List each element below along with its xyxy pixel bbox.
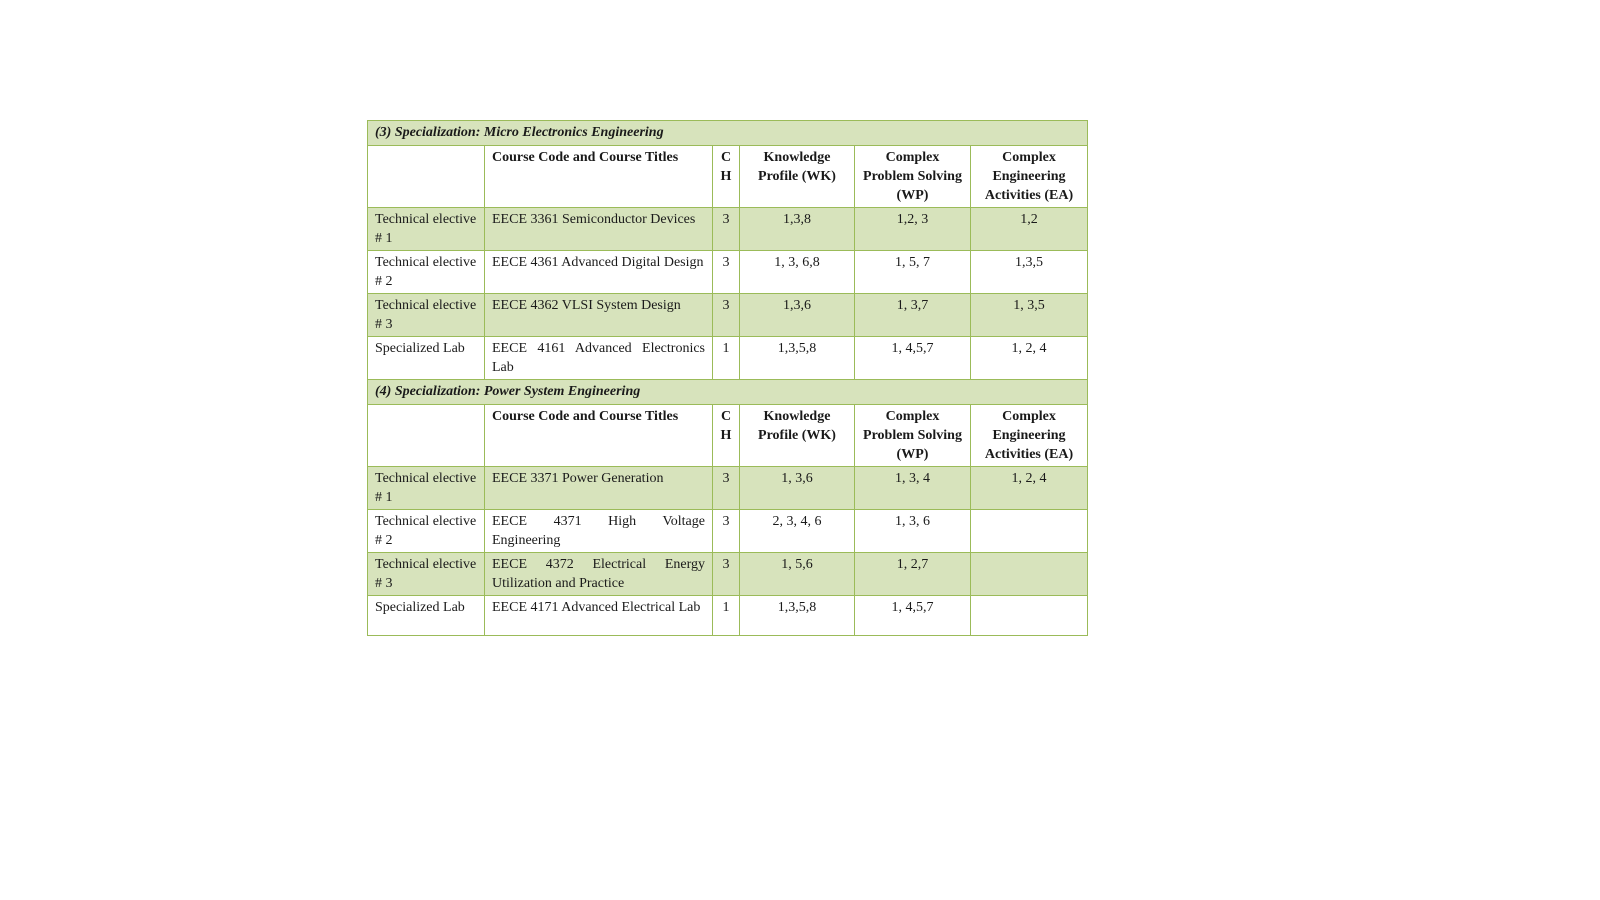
row-ch: 3 [713, 553, 740, 596]
header-wk: Knowledge Profile (WK) [740, 146, 855, 208]
header-blank [368, 146, 485, 208]
table-row [368, 510, 1088, 553]
specialization-table [367, 120, 1088, 636]
row-ch: 3 [713, 208, 740, 251]
section-title-row [368, 380, 1088, 405]
row-ea [971, 553, 1088, 596]
row-wk: 1,3,5,8 [740, 337, 855, 380]
row-ea: 1, 2, 4 [971, 467, 1088, 510]
row-wp: 1, 3, 4 [855, 467, 971, 510]
row-course: EECE 4362 VLSI System Design [485, 294, 713, 337]
table-row [368, 337, 1088, 380]
row-course: EECE 4371 High Voltage Engineering [485, 510, 713, 553]
row-ea [971, 510, 1088, 553]
header-course: Course Code and Course Titles [485, 405, 713, 467]
row-category: Technical elective # 3 [368, 294, 485, 337]
section-title: (4) Specialization: Power System Engineering [368, 380, 1088, 405]
row-wp: 1, 2,7 [855, 553, 971, 596]
section-title-row [368, 121, 1088, 146]
row-wp: 1, 5, 7 [855, 251, 971, 294]
row-ch: 3 [713, 510, 740, 553]
row-course: EECE 4161 Advanced Electronics Lab [485, 337, 713, 380]
row-course: EECE 3361 Semiconductor Devices [485, 208, 713, 251]
row-course: EECE 4361 Advanced Digital Design [485, 251, 713, 294]
row-category: Specialized Lab [368, 337, 485, 380]
row-wp: 1, 3, 6 [855, 510, 971, 553]
row-course: EECE 3371 Power Generation [485, 467, 713, 510]
row-wk: 1,3,6 [740, 294, 855, 337]
row-ch: 3 [713, 467, 740, 510]
row-wp: 1, 4,5,7 [855, 596, 971, 636]
row-ea: 1,2 [971, 208, 1088, 251]
row-category: Technical elective # 3 [368, 553, 485, 596]
header-wp: Complex Problem Solving (WP) [855, 146, 971, 208]
table-row [368, 251, 1088, 294]
row-ea [971, 596, 1088, 636]
row-ea: 1, 2, 4 [971, 337, 1088, 380]
row-wk: 1,3,8 [740, 208, 855, 251]
header-row [368, 146, 1088, 208]
row-category: Specialized Lab [368, 596, 485, 636]
table-row [368, 467, 1088, 510]
row-wp: 1, 3,7 [855, 294, 971, 337]
table-row [368, 596, 1088, 636]
row-wk: 1,3,5,8 [740, 596, 855, 636]
header-row [368, 405, 1088, 467]
header-ch: C H [713, 405, 740, 467]
row-course: EECE 4171 Advanced Electrical Lab [485, 596, 713, 636]
row-wk: 2, 3, 4, 6 [740, 510, 855, 553]
section-title: (3) Specialization: Micro Electronics Engineering [368, 121, 1088, 146]
row-ea: 1, 3,5 [971, 294, 1088, 337]
row-ch: 3 [713, 294, 740, 337]
row-category: Technical elective # 2 [368, 251, 485, 294]
header-wk: Knowledge Profile (WK) [740, 405, 855, 467]
row-ch: 3 [713, 251, 740, 294]
row-category: Technical elective # 2 [368, 510, 485, 553]
row-wp: 1, 4,5,7 [855, 337, 971, 380]
table-row [368, 294, 1088, 337]
row-ea: 1,3,5 [971, 251, 1088, 294]
row-ch: 1 [713, 337, 740, 380]
row-category: Technical elective # 1 [368, 208, 485, 251]
header-ch: C H [713, 146, 740, 208]
table-row [368, 208, 1088, 251]
row-ch: 1 [713, 596, 740, 636]
row-wk: 1, 3,6 [740, 467, 855, 510]
header-ea: Complex Engineering Activities (EA) [971, 405, 1088, 467]
row-wp: 1,2, 3 [855, 208, 971, 251]
header-wp: Complex Problem Solving (WP) [855, 405, 971, 467]
row-wk: 1, 5,6 [740, 553, 855, 596]
header-course: Course Code and Course Titles [485, 146, 713, 208]
row-course: EECE 4372 Electrical Energy Utilization and Practice [485, 553, 713, 596]
header-blank [368, 405, 485, 467]
header-ea: Complex Engineering Activities (EA) [971, 146, 1088, 208]
row-wk: 1, 3, 6,8 [740, 251, 855, 294]
table-row [368, 553, 1088, 596]
row-category: Technical elective # 1 [368, 467, 485, 510]
